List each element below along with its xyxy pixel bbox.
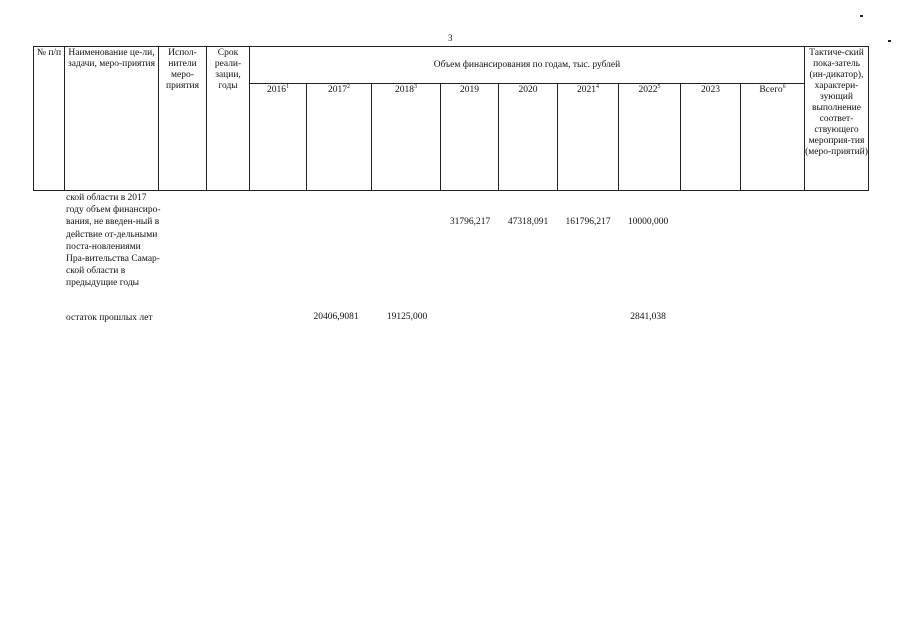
- row-description: ской области в 2017 году объем финансиро-вания, не введен-ный в действие от-дельными поста-новлениями Пра-вительства Самар-ской области в предыдущие годы: [66, 193, 161, 289]
- header-indicator: Тактиче-ский пока-затель (ин-дикатор), характери-зующий выполнение соответ-ствующего мероприя-тия (меро-приятий): [805, 47, 869, 191]
- header-executors: Испол-нители меро-приятия: [159, 47, 207, 191]
- year-header: 2020: [499, 84, 558, 191]
- year-header: 2017$^2$: [307, 84, 372, 191]
- year-header: 2016$^1$: [250, 84, 307, 191]
- page-number: 3: [448, 33, 453, 43]
- header-num: № п/п: [34, 47, 65, 191]
- funding-value-2021: 161796,217: [565, 217, 611, 227]
- funding-value-2020: 47318,091: [507, 217, 549, 227]
- header-name: Наименование це-ли, задачи, меро-приятия: [65, 47, 159, 191]
- header-funding: Объем финансирования по годам, тыс. рублей: [250, 47, 805, 84]
- funding-value-2017: 20406,9081: [313, 312, 359, 322]
- funding-value-2018: 19125,000: [386, 312, 428, 322]
- year-header: 2022$^5$: [619, 84, 681, 191]
- year-header: 2023: [681, 84, 741, 191]
- row-description: остаток прошлых лет: [66, 313, 153, 323]
- year-header: 2019: [441, 84, 499, 191]
- header-period: Срок реали-зации, годы: [207, 47, 250, 191]
- year-header: 2018$^3$: [372, 84, 441, 191]
- funding-value-2022: 2841,038: [630, 312, 666, 322]
- funding-value-2019: 31796,217: [449, 217, 491, 227]
- year-header: Всего$^6$: [741, 84, 805, 191]
- funding-value-2022: 10000,000: [627, 217, 669, 227]
- year-header: 2021$^4$: [558, 84, 619, 191]
